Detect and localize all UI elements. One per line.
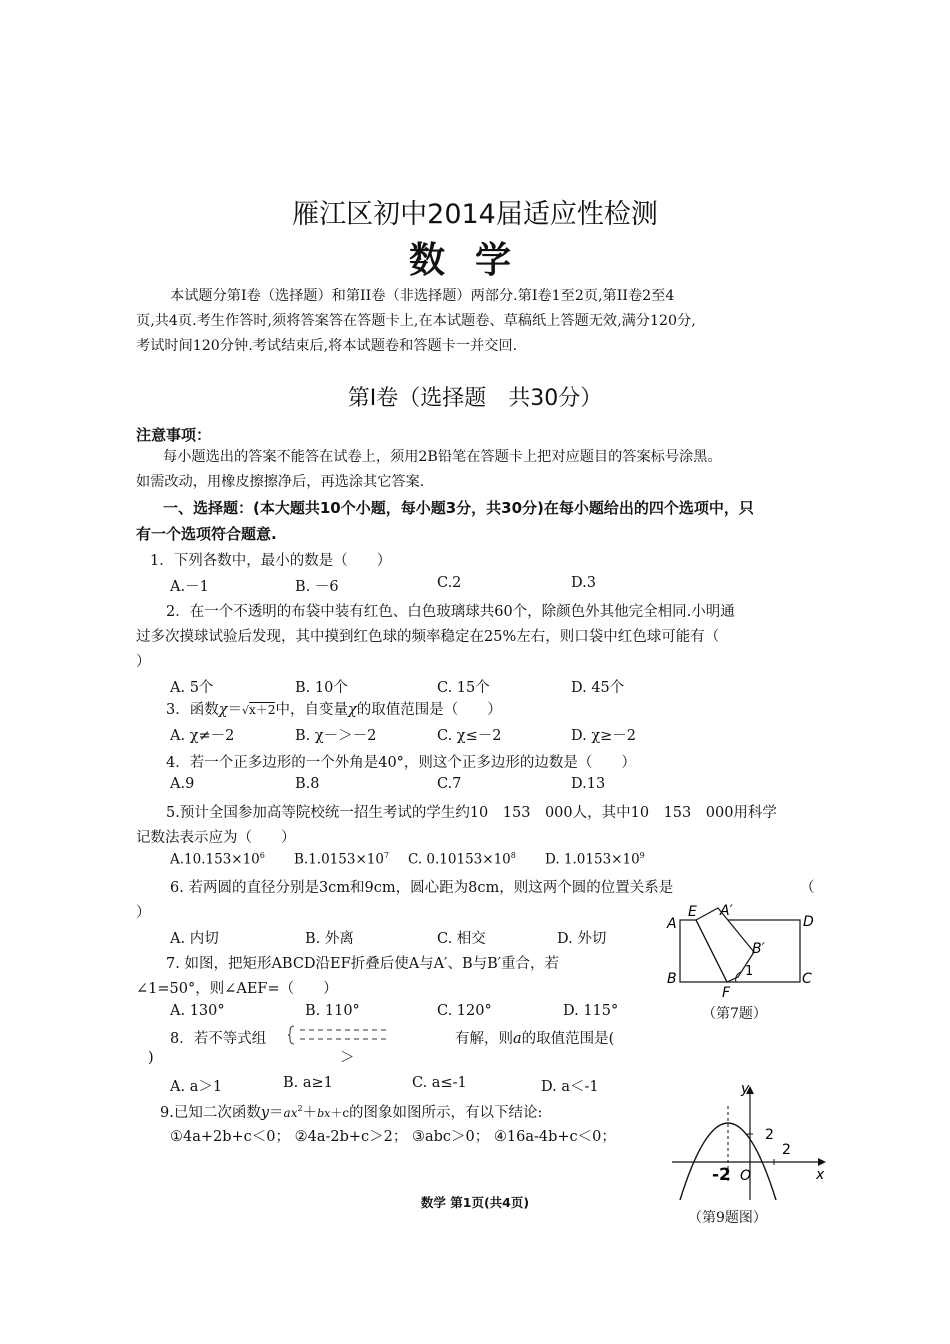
label-a: A: [667, 916, 677, 932]
label-d: D: [803, 914, 814, 930]
notice-label: 注意事项：: [136, 426, 212, 444]
exam-title: 雁江区初中2014届适应性检测: [292, 199, 658, 230]
notice-line-1: 每小题选出的答案不能答在试卷上，须用2B铅笔在答题卡上把对应题目的答案标号涂黑。: [163, 449, 722, 465]
q5-option-c-base: C. 0.10153×10: [408, 851, 511, 868]
q6-option-a: A. 内切: [170, 931, 219, 947]
q7-option-d: D. 115°: [563, 1003, 619, 1019]
label-y-2: 2: [765, 1127, 774, 1143]
q2-line-3: ）: [136, 654, 151, 670]
q8-option-b: B. a≥1: [283, 1075, 333, 1091]
q5-option-b-exp: 7: [383, 851, 390, 860]
q4-stem: 4．若一个正多边形的一个外角是40°，则这个正多边形的边数是（ ）: [166, 755, 636, 771]
q8-stem-post: [455, 1027, 614, 1048]
q3-stem-mid: 中，自变量: [275, 702, 348, 718]
q2-option-a: A. 5个: [170, 680, 214, 696]
part-instructions-2: 有一个选项符合题意.: [136, 525, 277, 543]
q6-option-c: C. 相交: [437, 931, 486, 947]
label-a-prime: A′: [720, 903, 733, 919]
q1-option-a: A.－1: [170, 579, 209, 595]
q2-line-2: 过多次摸球试验后发现，其中摸到红色球的频率稳定在25%左右，则口袋中红色球可能有（: [136, 629, 720, 645]
q6-line-1: 6. 若两圆的直径分别是3cm和9cm，圆心距为8cm，则这两个圆的位置关系是: [170, 880, 674, 896]
q7-option-c: C. 120°: [437, 1003, 492, 1019]
q1-option-b: B. －6: [295, 579, 339, 595]
q2-line-1: 2．在一个不透明的布袋中装有红色、白色玻璃球共60个，除颜色外其他完全相同.小明通: [166, 604, 735, 620]
figure-9-caption: （第9题图）: [688, 1210, 767, 1226]
q9-y: y: [260, 1105, 270, 1121]
q8-post: 有解，则: [455, 1031, 513, 1047]
q9-pre: 9.已知二次函数: [160, 1105, 261, 1121]
q5-option-d: [545, 851, 645, 868]
q2-option-d: D. 45个: [571, 680, 625, 696]
q1-option-c: C.2: [437, 575, 462, 591]
q5-option-a-exp: 6: [259, 851, 265, 860]
q5-option-a-base: A.10.153×10: [170, 851, 260, 868]
q3-var-2: χ: [347, 702, 357, 718]
q7-option-b: B. 110°: [305, 1003, 360, 1019]
q3-eq: ＝: [227, 702, 243, 718]
q6-option-d: D. 外切: [557, 931, 607, 947]
subject-title: 数学: [408, 240, 541, 281]
intro-line-3: 考试时间120分钟.考试结束后,将本试题卷和答题卡一并交回.: [136, 338, 518, 354]
q7-line-1: 7. 如图，把矩形ABCD沿EF折叠后使A与A′、B与B′重合，若: [166, 956, 560, 972]
q8-var: a: [513, 1031, 522, 1047]
q6-paren-close: ）: [136, 905, 151, 921]
q4-option-d: D.13: [571, 776, 606, 792]
q8-stem-pre: 8．若不等式组: [170, 1031, 267, 1047]
label-y-axis: y: [741, 1082, 750, 1097]
inequality-system-icon: [288, 1024, 400, 1046]
q5-option-d-base: D. 1.0153×10: [545, 851, 640, 868]
notice-line-2: 如需改动，用橡皮擦擦净后，再选涂其它答案.: [136, 474, 425, 490]
q8-end: 的取值范围是(: [521, 1031, 615, 1047]
q3-option-c: C. χ≤－2: [437, 728, 502, 744]
q3-stem-pre: 3．函数: [166, 702, 219, 718]
q4-option-b: B.8: [295, 776, 320, 792]
q3-stem-post: 的取值范围是（ ）: [356, 702, 502, 718]
q8-option-d: D. a＜-1: [541, 1079, 599, 1095]
q5-option-c-exp: 8: [510, 851, 516, 860]
q5-line-1: 5.预计全国参加高等院校统一招生考试的学生约10 153 000人，其中10 153 000用科学: [166, 805, 777, 821]
q8-option-c: C. a≤-1: [412, 1075, 467, 1091]
q6-option-b: B. 外离: [305, 931, 354, 947]
q3-stem: [166, 698, 502, 719]
figure-7: [660, 898, 820, 998]
q7-line-2: ∠1=50°，则∠AEF=（ ）: [136, 981, 338, 997]
q9-post: 的图象如图所示，有以下结论:: [349, 1105, 543, 1121]
label-x-axis: x: [816, 1167, 825, 1183]
sqrt-icon: √: [242, 704, 250, 717]
q2-option-b: B. 10个: [295, 680, 348, 696]
q9-eq: ＝: [269, 1105, 284, 1121]
q3-option-b: B. χ－＞－2: [295, 728, 377, 744]
q9-conclusions: ①4a+2b+c＜0； ②4a-2b+c＞2； ③abc＞0； ④16a-4b+c＜0；: [170, 1129, 616, 1145]
label-c: C: [802, 971, 812, 987]
q1-option-d: D.3: [571, 575, 596, 591]
q8-line-2: ): [148, 1050, 154, 1066]
part-instructions-1: 一、选择题：(本大题共10个小题，每小题3分，共30分)在每小题给出的四个选项中，只: [163, 499, 754, 517]
q5-option-a: [170, 851, 265, 868]
page-footer: 数学 第1页(共4页): [420, 1195, 530, 1210]
q5-option-c: [408, 851, 516, 868]
figure-7-caption: （第7题）: [702, 1006, 767, 1022]
q7-option-a: A. 130°: [170, 1003, 225, 1019]
label-b: B: [667, 971, 677, 987]
q5-option-d-exp: 9: [639, 851, 645, 860]
label-x-2: 2: [782, 1142, 791, 1158]
intro-line-2: 页,共4页.考生作答时,须将答案答在答题卡上,在本试题卷、草稿纸上答题无效,满分120分,: [136, 313, 696, 329]
q3-radicand: x＋2: [249, 703, 276, 717]
q5-option-b-base: B.1.0153×10: [294, 851, 384, 868]
q3-var: χ: [218, 702, 228, 718]
q5-option-b: [294, 851, 389, 868]
q8-option-a: A. a＞1: [170, 1079, 223, 1095]
q3-option-a: A. χ≠－2: [170, 728, 235, 744]
q6-paren-open: （: [800, 880, 815, 896]
q9-sq: 2: [297, 1104, 303, 1114]
q5-line-2: 记数法表示应为（ ）: [136, 830, 296, 846]
q4-option-c: C.7: [437, 776, 462, 792]
q9-ax: ax: [283, 1106, 298, 1120]
label-e: E: [688, 904, 697, 920]
q8-gt: ＞: [340, 1050, 355, 1066]
q3-option-d: D. χ≥－2: [571, 728, 636, 744]
label-origin: O: [740, 1168, 752, 1184]
figure-9: [668, 1082, 832, 1204]
q9-plus: ＋: [302, 1105, 318, 1121]
label-b-prime: B′: [752, 941, 765, 957]
section-title: 第Ⅰ卷（选择题 共30分）: [347, 386, 603, 411]
label-neg-2: -2: [712, 1165, 731, 1185]
q1-stem: 1．下列各数中，最小的数是（ ）: [150, 553, 392, 569]
q9-stem: [160, 1101, 542, 1122]
q4-option-a: A.9: [170, 776, 195, 792]
intro-line-1: 本试题分第Ⅰ卷（选择题）和第II卷（非选择题）两部分.第Ⅰ卷1至2页,第II卷2至4: [170, 288, 675, 304]
q2-option-c: C. 15个: [437, 680, 490, 696]
q9-bx: bx: [317, 1107, 331, 1120]
q9-c: ＋c: [330, 1106, 350, 1120]
label-angle-1: 1: [745, 964, 754, 979]
label-f: F: [722, 985, 731, 998]
